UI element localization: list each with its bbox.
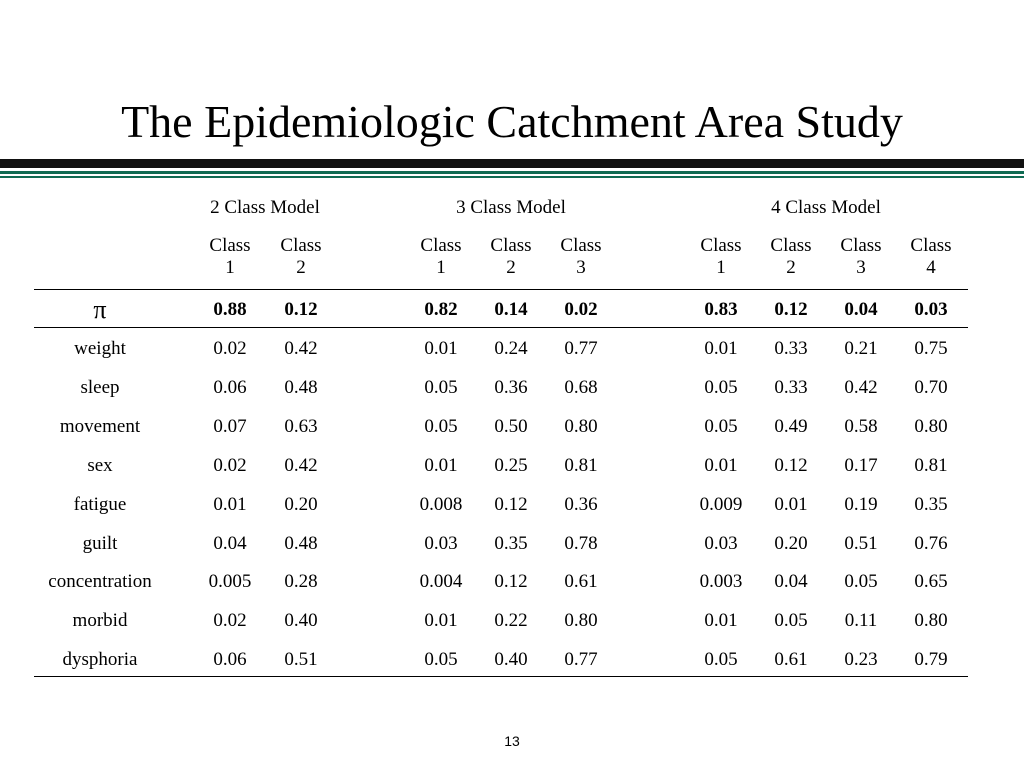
table-cell: 0.58 xyxy=(844,416,878,437)
class-header xyxy=(560,235,601,279)
table-cell: 0.05 xyxy=(704,649,738,670)
class-header-label: Class xyxy=(420,235,462,256)
pi-value: 0.82 xyxy=(424,299,458,320)
table-cell: 0.01 xyxy=(704,610,738,631)
table-cell: 0.01 xyxy=(424,455,458,476)
class-header xyxy=(420,235,461,279)
class-header-number: 2 xyxy=(786,257,796,278)
class-header xyxy=(280,235,321,279)
table-cell: 0.12 xyxy=(774,455,808,476)
table-cell: 0.28 xyxy=(284,571,318,592)
table-cell: 0.005 xyxy=(208,571,252,592)
table-cell: 0.81 xyxy=(914,455,948,476)
table-cell: 0.01 xyxy=(704,455,738,476)
row-label: sleep xyxy=(80,377,120,398)
table-cell: 0.61 xyxy=(774,649,808,670)
row-label: guilt xyxy=(82,533,118,554)
class-header-label: Class xyxy=(280,235,322,256)
title-rule-green xyxy=(0,171,1024,174)
table-cell: 0.80 xyxy=(564,610,598,631)
table-cell: 0.75 xyxy=(914,338,948,359)
table-cell: 0.81 xyxy=(564,455,598,476)
class-header xyxy=(770,235,811,279)
table-cell: 0.42 xyxy=(844,377,878,398)
table-cell: 0.01 xyxy=(424,610,458,631)
pi-value: 0.83 xyxy=(704,299,738,320)
class-header xyxy=(840,235,881,279)
row-label: fatigue xyxy=(73,494,127,515)
title-rule-green-thin xyxy=(0,176,1024,178)
table-cell: 0.003 xyxy=(699,571,743,592)
table-cell: 0.35 xyxy=(914,494,948,515)
table-cell: 0.17 xyxy=(844,455,878,476)
table-cell: 0.02 xyxy=(213,455,247,476)
table-cell: 0.22 xyxy=(494,610,528,631)
table-cell: 0.05 xyxy=(704,416,738,437)
class-header-number: 1 xyxy=(716,257,726,278)
table-cell: 0.03 xyxy=(704,533,738,554)
class-header xyxy=(209,235,250,279)
table-cell: 0.20 xyxy=(774,533,808,554)
class-header xyxy=(700,235,741,279)
class-header-number: 2 xyxy=(296,257,306,278)
table-cell: 0.33 xyxy=(774,338,808,359)
class-header xyxy=(910,235,951,279)
class-header-label: Class xyxy=(209,235,251,256)
pi-symbol: π xyxy=(93,295,107,324)
table-cell: 0.21 xyxy=(844,338,878,359)
class-header xyxy=(490,235,531,279)
table-cell: 0.01 xyxy=(774,494,808,515)
pi-value: 0.88 xyxy=(213,299,247,320)
table-cell: 0.77 xyxy=(564,649,598,670)
table-cell: 0.70 xyxy=(914,377,948,398)
table-cell: 0.11 xyxy=(844,610,878,631)
class-header-number: 2 xyxy=(506,257,516,278)
table-cell: 0.63 xyxy=(284,416,318,437)
table-cell: 0.02 xyxy=(213,610,247,631)
table-cell: 0.008 xyxy=(419,494,463,515)
table-cell: 0.05 xyxy=(774,610,808,631)
table-cell: 0.02 xyxy=(213,338,247,359)
table-cell: 0.65 xyxy=(914,571,948,592)
table-cell: 0.51 xyxy=(284,649,318,670)
table-cell: 0.03 xyxy=(424,533,458,554)
table-cell: 0.004 xyxy=(419,571,463,592)
slide-title: The Epidemiologic Catchment Area Study xyxy=(121,96,903,147)
table-cell: 0.05 xyxy=(424,377,458,398)
model-header: 3 Class Model xyxy=(456,197,566,218)
table-cell: 0.12 xyxy=(494,494,528,515)
model-header: 2 Class Model xyxy=(210,197,320,218)
table-cell: 0.01 xyxy=(704,338,738,359)
table-cell: 0.51 xyxy=(844,533,878,554)
table-cell: 0.01 xyxy=(213,494,247,515)
class-header-label: Class xyxy=(840,235,882,256)
row-label: morbid xyxy=(72,610,128,631)
row-label: dysphoria xyxy=(62,649,138,670)
pi-value: 0.02 xyxy=(564,299,598,320)
pi-value: 0.04 xyxy=(844,299,878,320)
class-header-label: Class xyxy=(560,235,602,256)
class-header-number: 3 xyxy=(856,257,866,278)
class-header-number: 4 xyxy=(926,257,936,278)
class-header-label: Class xyxy=(910,235,952,256)
row-label: movement xyxy=(59,416,141,437)
table-cell: 0.23 xyxy=(844,649,878,670)
title-rule-dark xyxy=(0,159,1024,168)
table-cell: 0.79 xyxy=(914,649,948,670)
table-cell: 0.68 xyxy=(564,377,598,398)
table-cell: 0.48 xyxy=(284,533,318,554)
table-cell: 0.06 xyxy=(213,377,247,398)
table-cell: 0.80 xyxy=(914,416,948,437)
pi-value: 0.14 xyxy=(494,299,528,320)
bottom-rule xyxy=(34,676,968,677)
table-cell: 0.05 xyxy=(424,416,458,437)
table-cell: 0.009 xyxy=(699,494,743,515)
table-cell: 0.07 xyxy=(213,416,247,437)
table-cell: 0.42 xyxy=(284,455,318,476)
table-cell: 0.78 xyxy=(564,533,598,554)
table-cell: 0.36 xyxy=(494,377,528,398)
table-cell: 0.49 xyxy=(774,416,808,437)
class-header-number: 3 xyxy=(576,257,586,278)
row-label: concentration xyxy=(48,571,152,592)
row-label: sex xyxy=(87,455,113,476)
table-cell: 0.40 xyxy=(284,610,318,631)
table-cell: 0.05 xyxy=(704,377,738,398)
table-cell: 0.80 xyxy=(564,416,598,437)
class-header-number: 1 xyxy=(436,257,446,278)
table-cell: 0.33 xyxy=(774,377,808,398)
class-header-label: Class xyxy=(700,235,742,256)
page-number: 13 xyxy=(504,733,520,749)
pi-rule xyxy=(34,327,968,328)
table-cell: 0.80 xyxy=(914,610,948,631)
class-header-label: Class xyxy=(490,235,532,256)
class-header-number: 1 xyxy=(225,257,235,278)
row-label: weight xyxy=(74,338,126,359)
table-cell: 0.42 xyxy=(284,338,318,359)
model-header: 4 Class Model xyxy=(771,197,881,218)
table-cell: 0.25 xyxy=(494,455,528,476)
table-cell: 0.12 xyxy=(494,571,528,592)
table-cell: 0.77 xyxy=(564,338,598,359)
table-cell: 0.04 xyxy=(213,533,247,554)
table-cell: 0.20 xyxy=(284,494,318,515)
table-cell: 0.04 xyxy=(774,571,808,592)
table-cell: 0.76 xyxy=(914,533,948,554)
table-cell: 0.24 xyxy=(494,338,528,359)
header-rule xyxy=(34,289,968,290)
table-cell: 0.50 xyxy=(494,416,528,437)
pi-value: 0.12 xyxy=(774,299,808,320)
table-cell: 0.40 xyxy=(494,649,528,670)
table-cell: 0.35 xyxy=(494,533,528,554)
table-cell: 0.19 xyxy=(844,494,878,515)
class-header-label: Class xyxy=(770,235,812,256)
table-cell: 0.05 xyxy=(424,649,458,670)
table-cell: 0.05 xyxy=(844,571,878,592)
pi-value: 0.03 xyxy=(914,299,948,320)
table-cell: 0.61 xyxy=(564,571,598,592)
table-cell: 0.48 xyxy=(284,377,318,398)
table-cell: 0.06 xyxy=(213,649,247,670)
pi-value: 0.12 xyxy=(284,299,318,320)
table-cell: 0.01 xyxy=(424,338,458,359)
table-cell: 0.36 xyxy=(564,494,598,515)
